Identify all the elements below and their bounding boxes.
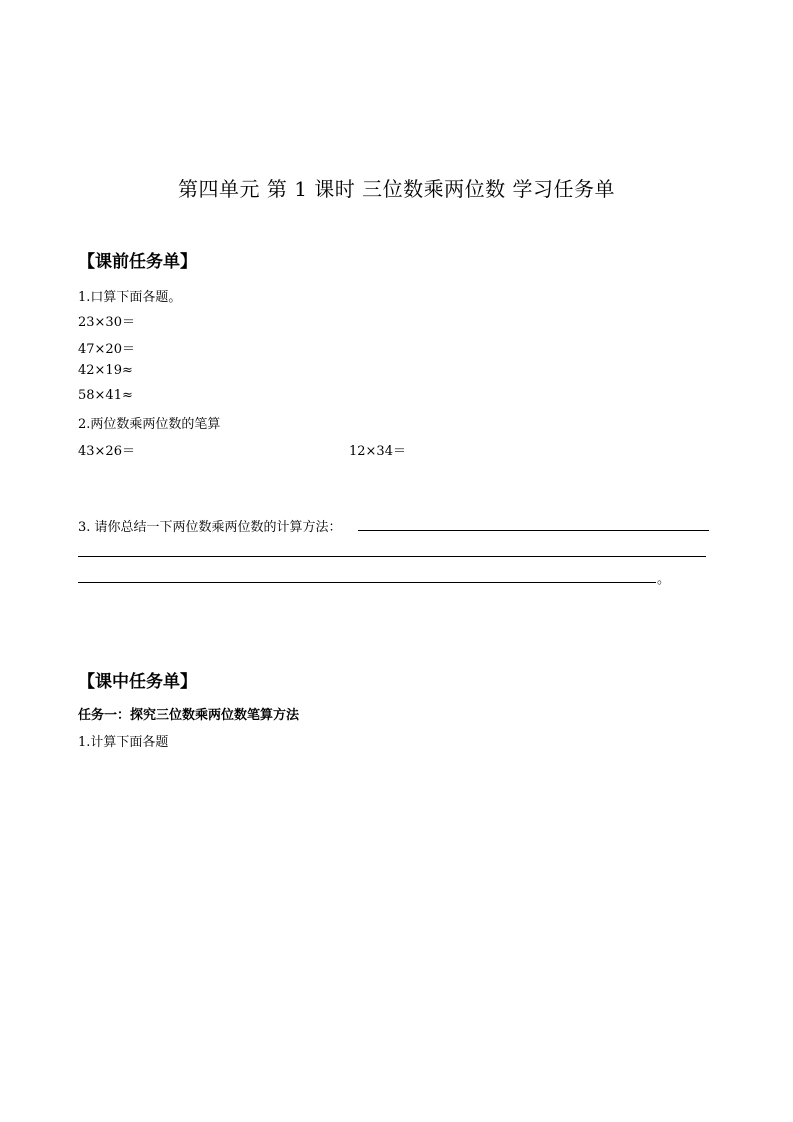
mental-item-1: 23×30＝ — [78, 315, 135, 330]
question-3: 3. 请你总结一下两位数乘两位数的计算方法： — [78, 520, 342, 535]
answer-line-1[interactable] — [358, 530, 709, 531]
task-1-question-1: 1.计算下面各题 — [78, 735, 169, 750]
question-1: 1.口算下面各题。 — [78, 290, 182, 305]
written-item-1: 43×26＝ — [78, 444, 135, 459]
end-mark: 。 — [657, 572, 671, 587]
in-class-heading: 【课中任务单】 — [78, 672, 197, 692]
pre-class-heading: 【课前任务单】 — [78, 252, 197, 272]
task-1-heading: 任务一：探究三位数乘两位数笔算方法 — [78, 708, 300, 723]
mental-item-3: 42×19≈ — [78, 363, 133, 378]
answer-line-2[interactable] — [78, 556, 706, 557]
mental-item-2: 47×20＝ — [78, 342, 135, 357]
question-2: 2.两位数乘两位数的笔算 — [78, 417, 221, 432]
answer-line-3[interactable] — [78, 582, 656, 583]
page-title: 第四单元 第 1 课时 三位数乘两位数 学习任务单 — [177, 177, 615, 201]
written-item-2: 12×34＝ — [349, 444, 406, 459]
mental-item-4: 58×41≈ — [78, 388, 133, 403]
